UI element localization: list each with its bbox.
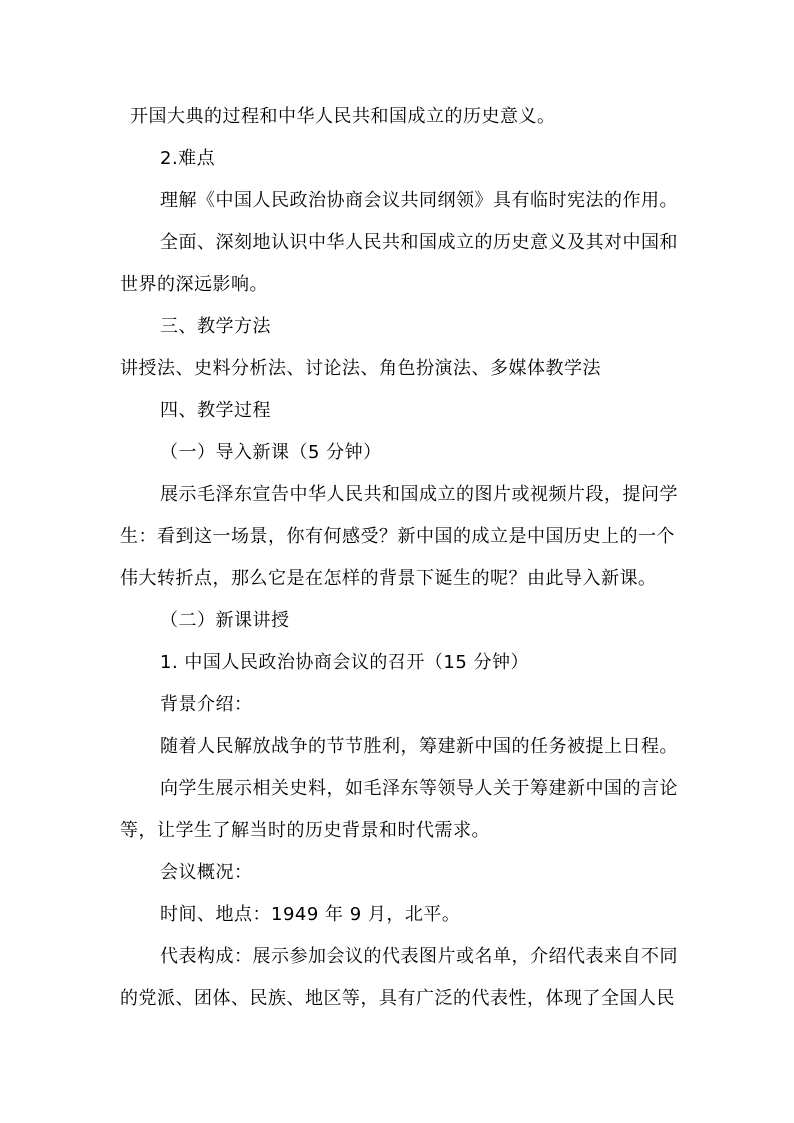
subsection-heading: （一）导入新课（5 分钟）	[160, 442, 382, 463]
section-heading: 三、教学方法	[160, 316, 271, 337]
section-heading: 四、教学过程	[160, 400, 271, 421]
text-line: 的党派、团体、民族、地区等，具有广泛的代表性，体现了全国人民	[120, 988, 675, 1009]
text-line: 向学生展示相关史料，如毛泽东等领导人关于筹建新中国的言论	[160, 778, 678, 799]
text-line: 理解《中国人民政治协商会议共同纲领》具有临时宪法的作用。	[160, 190, 678, 211]
text-line: 世界的深远影响。	[120, 274, 268, 295]
text-line: 伟大转折点，那么它是在怎样的背景下诞生的呢？由此导入新课。	[120, 568, 657, 589]
text-line: 生：看到这一场景，你有何感受？新中国的成立是中国历史上的一个	[120, 526, 675, 547]
text-line: 展示毛泽东宣告中华人民共和国成立的图片或视频片段，提问学	[160, 484, 678, 505]
text-line: 讲授法、史料分析法、讨论法、角色扮演法、多媒体教学法	[120, 358, 601, 379]
text-line: 时间、地点：1949 年 9 月，北平。	[160, 904, 461, 925]
text-line: 会议概况：	[160, 862, 253, 883]
text-line: 全面、深刻地认识中华人民共和国成立的历史意义及其对中国和	[160, 232, 678, 253]
subsection-heading: （二）新课讲授	[160, 610, 290, 631]
text-line: 背景介绍：	[160, 694, 253, 715]
text-line: 随着人民解放战争的节节胜利，筹建新中国的任务被提上日程。	[160, 736, 678, 757]
topic-heading: 1. 中国人民政治协商会议的召开（15 分钟）	[160, 652, 530, 673]
text-line: 等，让学生了解当时的历史背景和时代需求。	[120, 820, 490, 841]
text-line: 代表构成：展示参加会议的代表图片或名单，介绍代表来自不同	[160, 946, 678, 967]
section-heading: 2.难点	[160, 148, 216, 169]
text-line: 开国大典的过程和中华人民共和国成立的历史意义。	[130, 106, 556, 127]
